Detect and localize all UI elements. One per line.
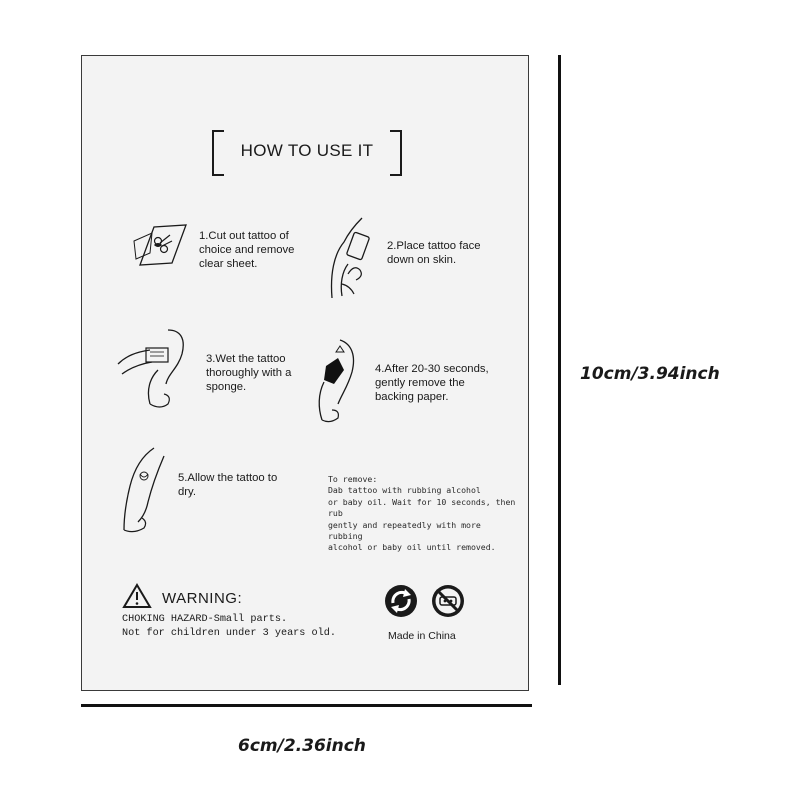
warning-text	[122, 613, 342, 641]
made-in-label: Made in China	[388, 630, 456, 642]
warning-line: Not for children under 3 years old.	[122, 628, 336, 639]
step-4-text: 4.After 20-30 seconds, gently remove the backing paper.	[375, 363, 489, 403]
warning-triangle-icon	[122, 583, 152, 609]
step-2-text: 2.Place tattoo face down on skin.	[387, 240, 481, 266]
step-1-text: 1.Cut out tattoo of choice and remove clear sheet.	[199, 230, 295, 270]
height-dimension-label: 10cm/3.94inch	[580, 364, 720, 384]
width-dimension-label: 6cm/2.36inch	[238, 736, 366, 756]
removal-instructions	[328, 474, 518, 554]
recycle-icon	[383, 583, 419, 619]
hand-place-tattoo-icon	[328, 214, 376, 302]
width-dimension-line	[81, 704, 532, 707]
page-title: HOW TO USE IT	[240, 141, 374, 160]
warning-heading: WARNING:	[162, 590, 243, 607]
warning-line: CHOKING HAZARD-Small parts.	[122, 614, 288, 625]
removal-line: Dab tattoo with rubbing alcohol	[328, 485, 481, 496]
removal-line: or baby oil. Wait for 10 seconds, then rub	[328, 496, 516, 519]
height-dimension-line	[558, 55, 561, 685]
scissors-cut-sheet-icon	[130, 221, 190, 273]
hand-peel-paper-icon	[312, 338, 362, 424]
no-ingestion-icon	[430, 583, 466, 619]
hand-sponge-icon	[116, 324, 196, 414]
removal-line: gently and repeatedly with more rubbing	[328, 519, 481, 542]
tattoo-instruction-card	[81, 55, 529, 691]
step-5-text: 5.Allow the tattoo to dry.	[178, 472, 278, 498]
removal-line: alcohol or baby oil until removed.	[328, 542, 496, 553]
arm-tattoo-dry-icon	[118, 446, 168, 538]
removal-heading: To remove:	[328, 474, 378, 484]
step-3-text: 3.Wet the tattoo thoroughly with a sponge.	[206, 353, 292, 393]
title-box	[212, 130, 402, 174]
